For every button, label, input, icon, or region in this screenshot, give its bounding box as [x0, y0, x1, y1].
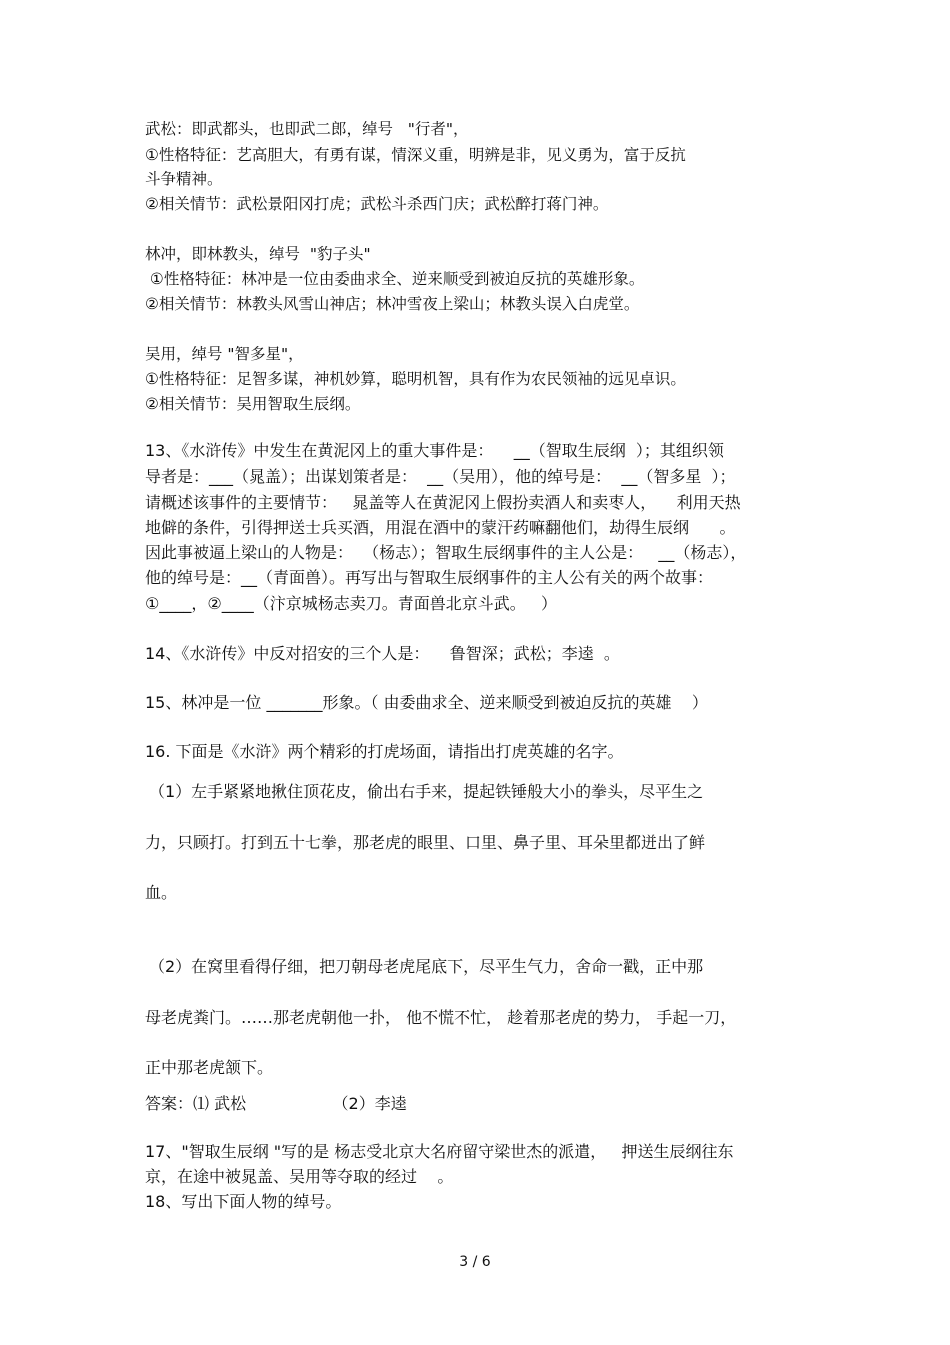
- wusong-plot: ②相关情节：武松景阳冈打虎；武松斗杀西门庆；武松醉打蒋门神。: [145, 195, 609, 213]
- linchong-trait: ①性格特征：林冲是一位由委曲求全、逆来顺受到被迫反抗的英雄形象。: [145, 270, 645, 288]
- wusong-title: 武松：即武都头，也即武二郎，绰号 "行者"，: [145, 120, 469, 138]
- q16-passage1-line2: 力，只顾打。打到五十七拳，那老虎的眼里、口里、鼻子里、耳朵里都迸出了鲜: [145, 833, 706, 852]
- wusong-trait-line1: ①性格特征：艺高胆大，有勇有谋，情深义重，明辨是非，见义勇为，富于反抗: [145, 146, 686, 164]
- wuyong-trait: ①性格特征：足智多谋，神机妙算，聪明机智，具有作为农民领袖的远见卓识。: [145, 370, 686, 388]
- q17-line1: 17、"智取生辰纲 "写的是 杨志受北京大名府留守梁世杰的派遣， 押送生辰纲往东: [145, 1142, 734, 1161]
- linchong-title: 林冲，即林教头，绰号 "豹子头": [145, 245, 371, 263]
- wusong-trait-line2: 斗争精神。: [145, 170, 223, 188]
- q13-line: 请概述该事件的主要情节： 晁盖等人在黄泥冈上假扮卖酒人和卖枣人， 利用天热: [145, 493, 741, 512]
- q13-line: 13、《水浒传》中发生在黄泥冈上的重大事件是： __（智取生辰纲 ）；其组织领: [145, 441, 724, 460]
- wuyong-title: 吴用，绰号 "智多星"，: [145, 345, 304, 363]
- q17-line2: 京，在途中被晁盖、吴用等夺取的经过 。: [145, 1167, 454, 1186]
- q18: 18、写出下面人物的绰号。: [145, 1192, 342, 1211]
- q13-line: 他的绰号是：__（青面兽）。再写出与智取生辰纲事件的主人公有关的两个故事：: [145, 568, 714, 587]
- q16-passage2-line3: 正中那老虎颔下。: [145, 1058, 274, 1077]
- q16-passage2-line2: 母老虎粪门。……那老虎朝他一扑， 他不慌不忙， 趁着那老虎的势力， 手起一刀，: [145, 1008, 737, 1027]
- q15: 15、林冲是一位 _______形象。（ 由委曲求全、逆来顺受到被迫反抗的英雄 ）: [145, 693, 708, 712]
- q13-line: 因此事被逼上梁山的人物是： （杨志）；智取生辰纲事件的主人公是： __（杨志），: [145, 543, 747, 562]
- q16-intro: 16. 下面是《水浒》两个精彩的打虎场面，请指出打虎英雄的名字。: [145, 742, 624, 761]
- q16-passage1-line3: 血。: [145, 883, 178, 902]
- q13-line: 地僻的条件，引得押送士兵买酒，用混在酒中的蒙汗药嘛翻他们，劫得生辰纲 。: [145, 518, 736, 537]
- q13-line: ①____，②____（汴京城杨志卖刀。青面兽北京斗武。 ）: [145, 594, 557, 613]
- linchong-plot: ②相关情节：林教头风雪山神店；林冲雪夜上梁山；林教头误入白虎堂。: [145, 295, 640, 313]
- q16-passage2-line1: （2）在窝里看得仔细，把刀朝母老虎尾底下，尽平生气力，舍命一戳，正中那: [149, 957, 704, 976]
- q16-answer: 答案：⑴ 武松 （2）李逵: [145, 1094, 407, 1113]
- q13-line: 导者是：___（晁盖）；出谋划策者是： __（吴用），他的绰号是： __（智多星 ）；: [145, 467, 736, 486]
- page-number: 3 / 6: [459, 1254, 491, 1270]
- q14: 14、《水浒传》中反对招安的三个人是： 鲁智深；武松；李逵 。: [145, 644, 620, 663]
- q16-passage1-line1: （1）左手紧紧地揪住顶花皮，偷出右手来，提起铁锤般大小的拳头，尽平生之: [149, 782, 704, 801]
- wuyong-plot: ②相关情节：吴用智取生辰纲。: [145, 395, 361, 413]
